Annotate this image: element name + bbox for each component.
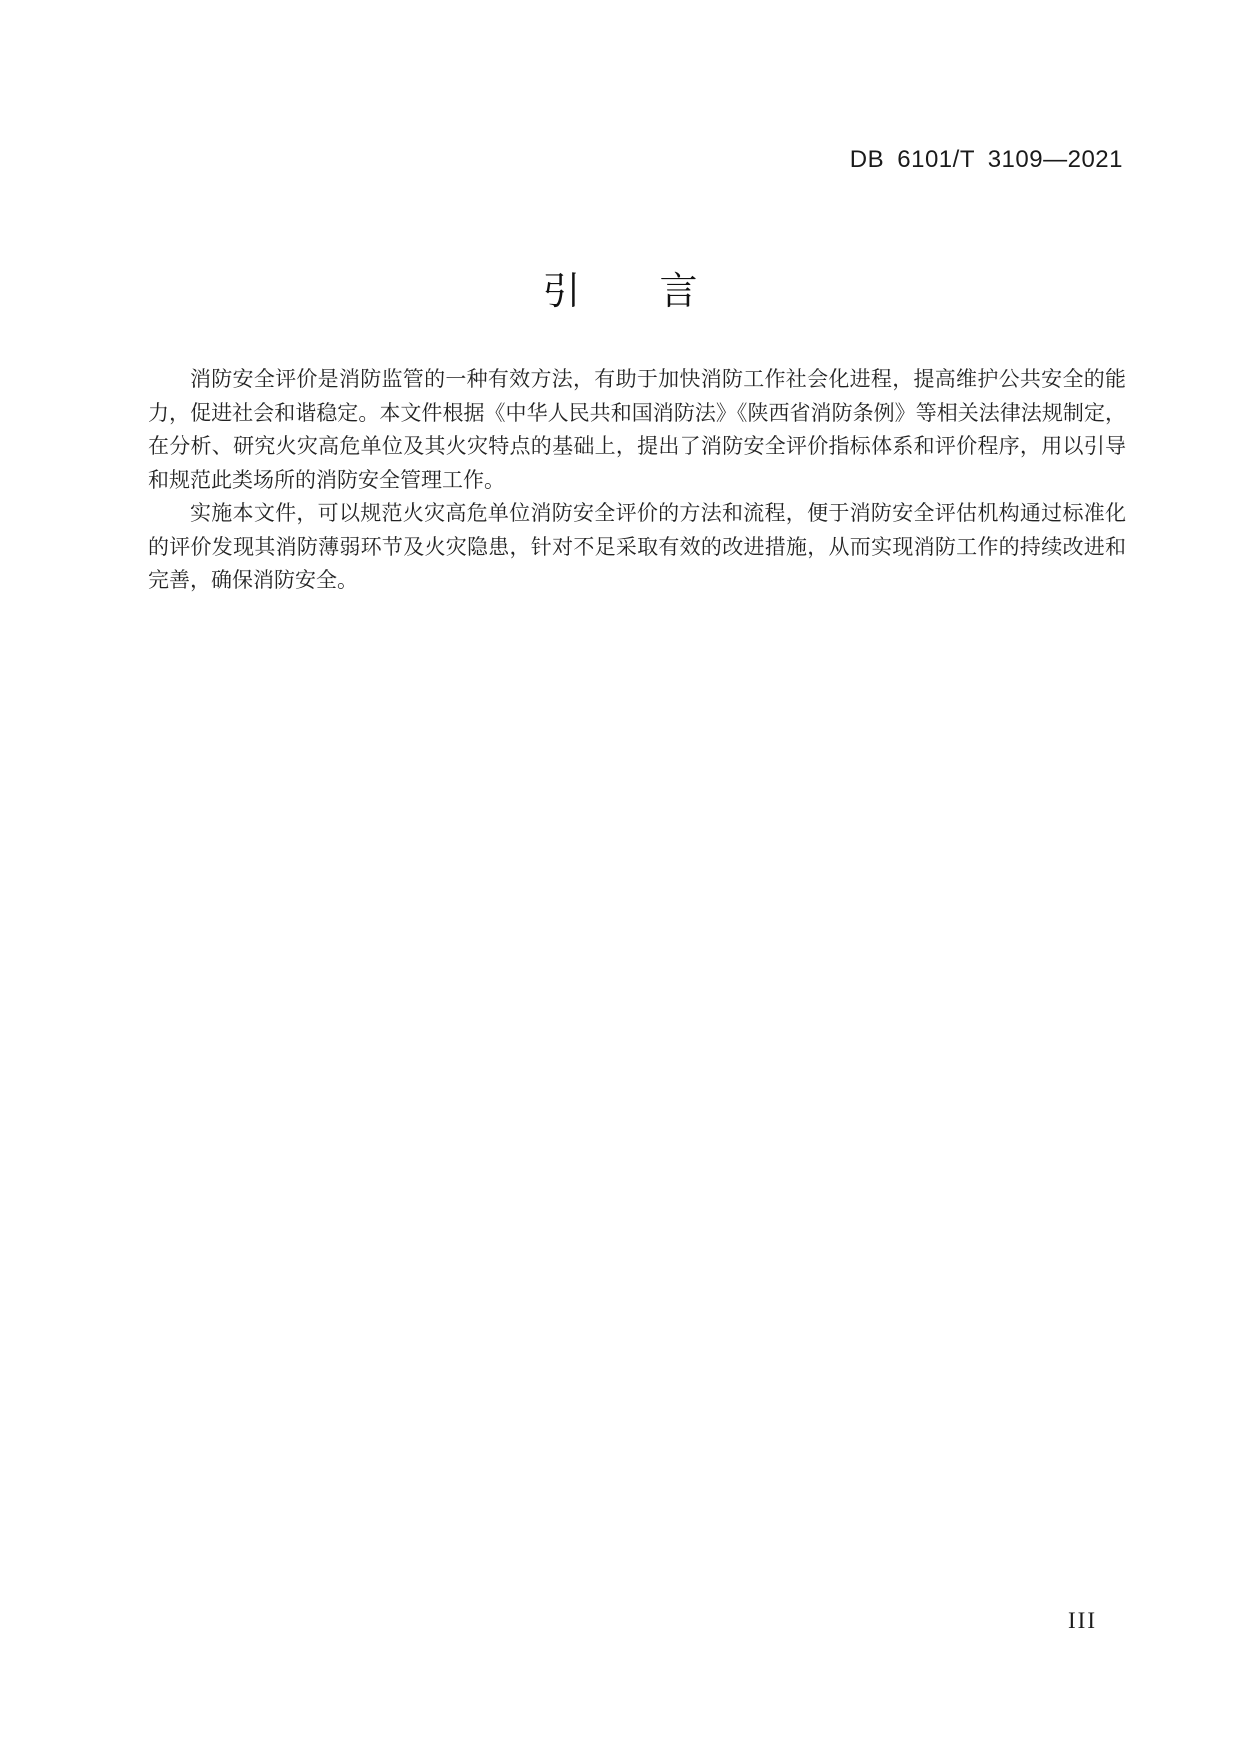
page-title: 引 言 (542, 271, 699, 313)
standard-number-header: DB 6101/T 3109—2021 (849, 146, 1123, 173)
introduction-body (148, 363, 1126, 598)
page-number: III (1068, 1608, 1097, 1633)
intro-paragraph-2: 实施本文件，可以规范火灾高危单位消防安全评价的方法和流程，便于消防安全评估机构通过标准化的评价发现其消防薄弱环节及火灾隐患，针对不足采取有效的改进措施，从而实现消防工作的持续改进和完善，确保消防安全。 (148, 501, 1126, 592)
intro-paragraph-1: 消防安全评价是消防监管的一种有效方法，有助于加快消防工作社会化进程，提高维护公共安全的能力，促进社会和谐稳定。本文件根据《中华人民共和国消防法》《陕西省消防条例》等相关法律法规制定，在分析、研究火灾高危单位及其火灾特点的基础上，提出了消防安全评价指标体系和评价程序，用以引导和规范此类场所的消防安全管理工作。 (148, 367, 1126, 492)
